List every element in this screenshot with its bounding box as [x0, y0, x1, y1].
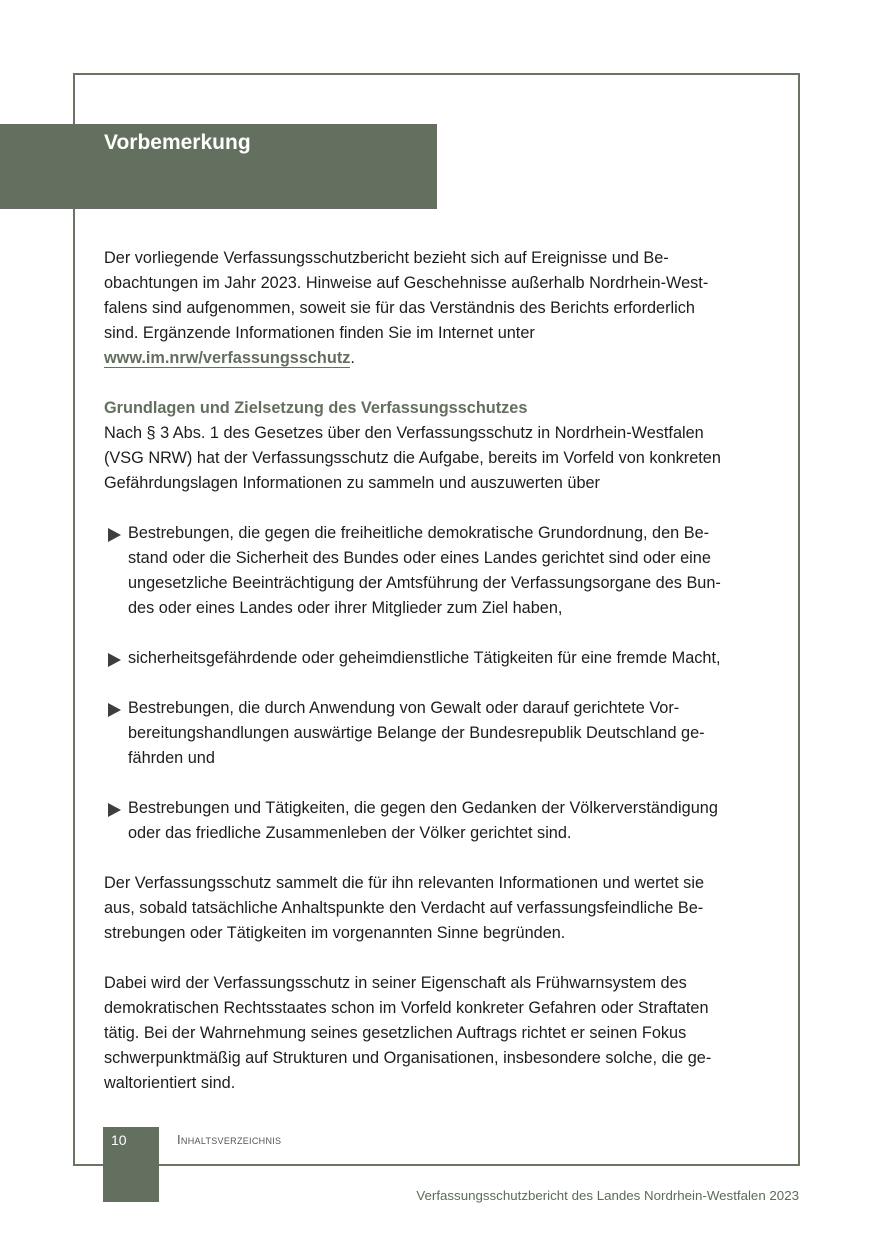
website-link[interactable]: www.im.nrw/verfassungsschutz	[104, 349, 351, 367]
paragraph-line: Der Verfassungsschutz sammelt die für ihn relevanten Informationen und wertet sie	[104, 874, 704, 892]
page-number: 10	[111, 1132, 127, 1148]
paragraph-line: strebungen oder Tätigkeiten im vorgenannten Sinne begründen.	[104, 924, 566, 942]
list-item-line: ungesetzliche Beeinträchtigung der Amtsführung der Verfassungsorgane des Bun-	[128, 574, 721, 592]
intro-link-line	[104, 346, 774, 371]
paragraph-line: tätig. Bei der Wahrnehmung seines gesetzlichen Auftrags richtet er seinen Fokus	[104, 1024, 687, 1042]
arrow-bullet-icon	[108, 653, 121, 667]
list-item-line: fährden und	[128, 749, 215, 767]
intro-line: Der vorliegende Verfassungsschutzbericht bezieht sich auf Ereignisse und Be-	[104, 249, 669, 267]
intro-line: obachtungen im Jahr 2023. Hinweise auf Geschehnisse außerhalb Nordrhein-West-	[104, 274, 709, 292]
section-line: Gefährdungslagen Informationen zu sammeln und auszuwerten über	[104, 474, 600, 492]
paragraph-line: demokratischen Rechtsstaates schon im Vorfeld konkreter Gefahren oder Straftaten	[104, 999, 709, 1017]
section-block	[104, 396, 774, 496]
intro-line: falens sind aufgenommen, soweit sie für das Verständnis des Berichts erforderlich	[104, 299, 695, 317]
table-of-contents-link[interactable]: Inhaltsverzeichnis	[177, 1132, 282, 1147]
list-item-line: des oder eines Landes oder ihrer Mitglieder zum Ziel haben,	[128, 599, 563, 617]
list-item-line: stand oder die Sicherheit des Bundes oder eines Landes gerichtet sind oder eine	[128, 549, 711, 567]
page-title: Vorbemerkung	[104, 131, 251, 154]
paragraph-line: aus, sobald tatsächliche Anhaltspunkte den Verdacht auf verfassungsfeindliche Be-	[104, 899, 704, 917]
list-item-line: Bestrebungen und Tätigkeiten, die gegen den Gedanken der Völkerverständigung	[128, 799, 718, 817]
intro-paragraph	[104, 246, 774, 371]
list-item-line: oder das friedliche Zusammenleben der Völker gerichtet sind.	[128, 824, 572, 842]
list-item-line: bereitungshandlungen auswärtige Belange der Bundesrepublik Deutschland ge-	[128, 724, 705, 742]
paragraph-line: schwerpunktmäßig auf Strukturen und Organisationen, insbesondere solche, die ge-	[104, 1049, 712, 1067]
paragraph-2	[104, 871, 774, 946]
paragraph-3	[104, 971, 774, 1096]
intro-link-suffix: .	[350, 349, 355, 367]
intro-line: sind. Ergänzende Informationen finden Sie im Internet unter	[104, 324, 535, 342]
list-item-line: Bestrebungen, die durch Anwendung von Gewalt oder darauf gerichtete Vor-	[128, 699, 680, 717]
section-heading: Grundlagen und Zielsetzung des Verfassungsschutzes	[104, 399, 528, 417]
arrow-bullet-icon	[108, 703, 121, 717]
paragraph-line: waltorientiert sind.	[104, 1074, 236, 1092]
page-number-box	[103, 1127, 159, 1202]
arrow-bullet-icon	[108, 803, 121, 817]
page-footer: Verfassungsschutzbericht des Landes Nordrhein-Westfalen 2023	[416, 1188, 799, 1203]
section-line: Nach § 3 Abs. 1 des Gesetzes über den Verfassungsschutz in Nordrhein-Westfalen	[104, 424, 704, 442]
list-item-line: sicherheitsgefährdende oder geheimdienstliche Tätigkeiten für eine fremde Macht,	[128, 649, 721, 667]
section-line: (VSG NRW) hat der Verfassungsschutz die Aufgabe, bereits im Vorfeld von konkreten	[104, 449, 721, 467]
paragraph-line: Dabei wird der Verfassungsschutz in seiner Eigenschaft als Frühwarnsystem des	[104, 974, 687, 992]
list-item-line: Bestrebungen, die gegen die freiheitliche demokratische Grundordnung, den Be-	[128, 524, 710, 542]
arrow-bullet-icon	[108, 528, 121, 542]
